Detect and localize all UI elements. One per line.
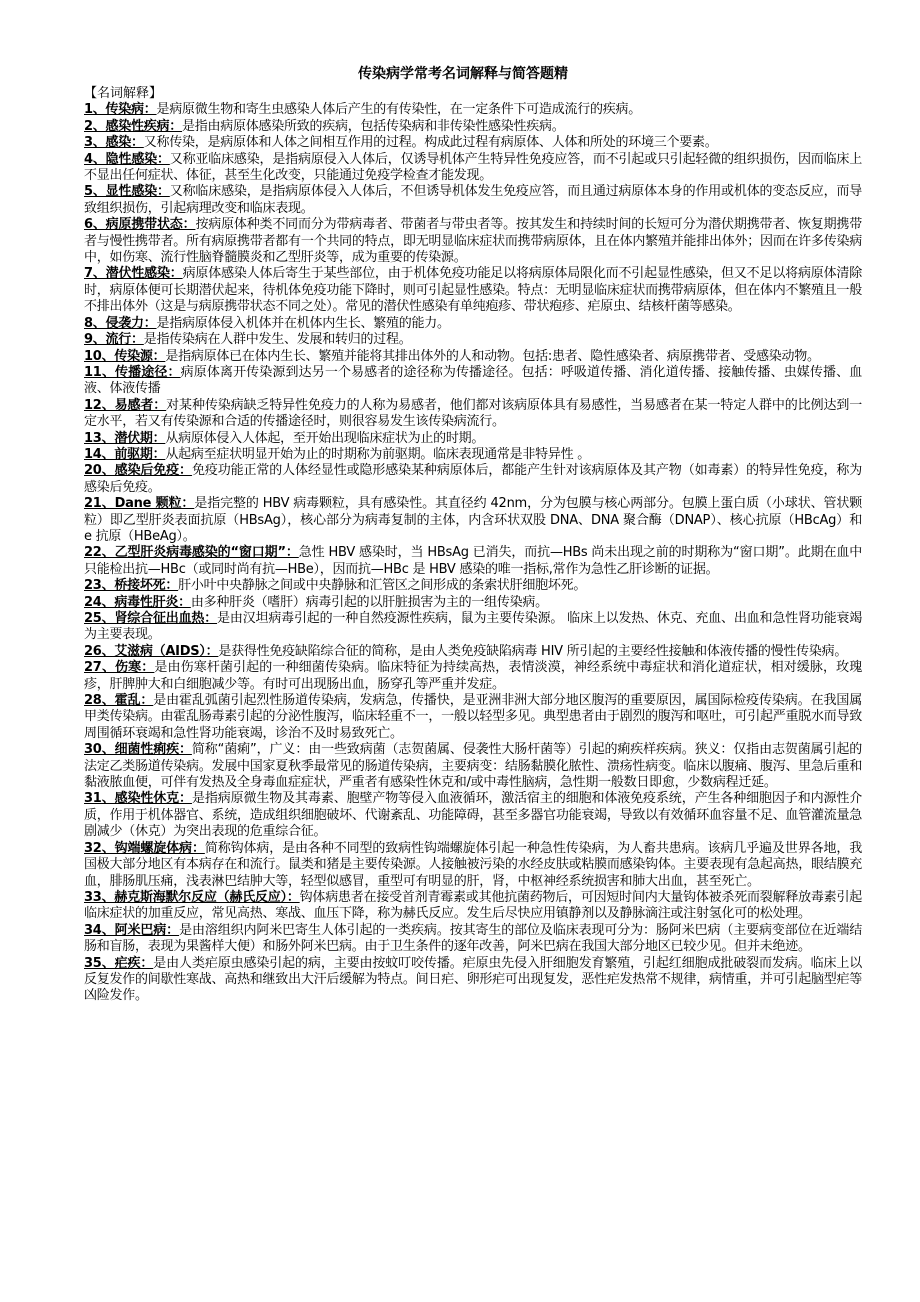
definition-entry xyxy=(84,956,862,1005)
definition-text: 是指病原体已在体内生长、繁殖并能将其排出体外的人和动物。包括:患者、隐性感染者、病原携带者、受感染动物。 xyxy=(165,348,820,364)
definition-entry xyxy=(84,152,862,185)
definition-text: 按病原体种类不同而分为带病毒者、带菌者与带虫者等。按其发生和持续时间的长短可分为潜伏期携带者、恢复期携带者与慢性携带者。所有病原携带者都有一个共同的特点，即无明显临床症状而携带病原体，且在体内繁殖并能排出体外；因而在许多传染病中，如伤寒、流行性脑脊髓膜炎和乙型肝炎等，成为重要的传染源。 xyxy=(84,217,862,266)
definition-text: 肝小叶中央静脉之间或中央静脉和汇管区之间形成的条索状肝细胞坏死。 xyxy=(178,578,587,594)
definition-term: 14、前驱期： xyxy=(84,446,166,462)
definition-text: 病原体感染人体后寄生于某些部位，由于机体免疫功能足以将病原体局限化而不引起显性感染，但又不足以将病原体清除时，病原体便可长期潜伏起来，待机体免疫功能下降时，则可引起显性感染。特点：无明显临床症状而携带病原体，但在体内不繁殖且一般不排出体外（这是与病原携带状态不同之处）。常见的潜伏性感染有单纯疱疹、带状疱疹、疟原虫、结核杆菌等感染。 xyxy=(84,266,862,315)
definition-text: 简称“菌痢”，广义：由一些致病菌（志贺菌属、侵袭性大肠杆菌等）引起的痢疾样疾病。狭义：仅指由志贺菌属引起的法定乙类肠道传染病。发展中国家夏秋季最常见的肠道传染病，主要病变：结肠黏膜化脓性、溃疡性病变。临床以腹痛、腹泻、里急后重和黏液脓血便，可伴有发热及全身毒血症症状，严重者有感染性休克和/或中毒性脑病，急性期一般数日即愈，少数病程迁延。 xyxy=(84,742,862,791)
definition-entry xyxy=(84,332,862,348)
definition-term: 34、阿米巴病： xyxy=(84,922,180,938)
definition-term: 21、Dane 颗粒： xyxy=(84,496,195,512)
definition-text: 是获得性免疫缺陷综合征的简称，是由人类免疫缺陷病毒 HIV 所引起的主要经性接触和体液传播的慢性传染病。 xyxy=(218,643,848,659)
definition-term: 11、传播途径： xyxy=(84,364,181,380)
definition-text: 从病原体侵入人体起，至开始出现临床症状为止的时期。 xyxy=(165,430,485,446)
definition-text: 病原体离开传染源到达另一个易感者的途径称为传播途径。包括：呼吸道传播、消化道传播、接触传播、虫媒传播、血液、体液传播 xyxy=(84,364,862,397)
definition-entry xyxy=(84,217,862,266)
definition-entry xyxy=(84,102,862,118)
definition-entry xyxy=(84,184,862,217)
definition-term: 9、流行： xyxy=(84,332,144,348)
definition-entry xyxy=(84,349,862,365)
definition-entry xyxy=(84,660,862,693)
definition-entry xyxy=(84,463,862,496)
definition-text: 是由汉坦病毒引起的一种自然疫源性疾病，鼠为主要传染源。 临床上以发热、休克、充血、出血和急性肾功能衰竭为主要表现。 xyxy=(84,611,863,643)
definition-term: 4、隐性感染： xyxy=(84,151,170,167)
definition-entry xyxy=(84,742,862,791)
definition-text: 免疫功能正常的人体经显性或隐形感染某种病原体后，都能产生针对该病原体及其产物（如毒素）的特异性免疫，称为感染后免疫。 xyxy=(84,463,862,495)
definition-term: 27、伤寒： xyxy=(84,660,155,676)
definition-text: 急性 HBV 感染时，当 HBsAg 已消失，而抗—HBs 尚未出现之前的时期称为“窗口期”。此期在血中只能检出抗—HBc（或同时尚有抗—HBe），因而抗—HBc 是 HBV 感染的唯一指标,常作为急性乙肝诊断的证据。 xyxy=(84,545,862,577)
definition-entry xyxy=(84,398,862,431)
definition-entry xyxy=(84,365,862,398)
definition-text: 对某种传染病缺乏特异性免疫力的人称为易感者，他们都对该病原体具有易感性，当易感者在某一特定人群中的比例达到一定水平，若又有传染源和合适的传播途径时，则很容易发生该传染病流行。 xyxy=(84,397,862,430)
definition-text: 钩体病患者在接受首剂青霉素或其他抗菌药物后，可因短时间内大量钩体被杀死而裂解释放毒素引起临床症状的加重反应，常见高热、寒战、血压下降，称为赫氏反应。发生后尽快应用镇静剂以及静脉滴注或注射氢化可的松处理。 xyxy=(84,889,862,922)
definition-entry xyxy=(84,611,862,644)
definition-entry xyxy=(84,890,862,923)
definition-entry xyxy=(84,266,862,315)
definition-term: 7、潜伏性感染： xyxy=(84,266,183,282)
definition-entry xyxy=(84,578,862,594)
definition-entry xyxy=(84,431,862,447)
definition-term: 31、感染性休克： xyxy=(84,791,192,807)
definition-text: 是指病原体侵入机体并在机体内生长、繁殖的能力。 xyxy=(156,315,450,331)
definition-term: 5、显性感染： xyxy=(84,184,170,200)
definition-entry xyxy=(84,595,862,611)
definition-term: 23、桥接坏死： xyxy=(84,578,179,594)
definition-list xyxy=(84,102,862,1004)
definition-text: 又称传染，是病原体和人体之间相互作用的过程。构成此过程有病原体、人体和所处的环境三个要素。 xyxy=(143,135,718,151)
definition-entry xyxy=(84,791,862,840)
definition-term: 12、易感者： xyxy=(84,397,167,413)
definition-text: 是病原微生物和寄生虫感染人体后产生的有传染性，在一定条件下可造成流行的疾病。 xyxy=(156,102,642,118)
definition-entry xyxy=(84,316,862,332)
definition-entry xyxy=(84,496,862,545)
definition-term: 32、钩端螺旋体病： xyxy=(84,840,205,856)
definition-text: 是指传染病在人群中发生、发展和转归的过程。 xyxy=(143,332,412,348)
definition-entry xyxy=(84,447,862,463)
definition-text: 简称钩体病，是由各种不同型的致病性钩端螺旋体引起一种急性传染病，为人畜共患病。该病几乎遍及世界各地，我国极大部分地区有本病存在和流行。鼠类和猪是主要传染源。人接触被污染的水经皮肤或粘膜而感染钩体。主要表现有急起高热，眼结膜充血，腓肠肌压痛，浅表淋巴结肿大等，轻型似感冒，重型可有明显的肝，肾，中枢神经系统损害和肺大出血，甚至死亡。 xyxy=(84,840,862,889)
definition-term: 13、潜伏期： xyxy=(84,430,166,446)
definition-term: 6、病原携带状态： xyxy=(84,217,196,233)
definition-term: 3、感染： xyxy=(84,135,144,151)
section-header: 【名词解释】 xyxy=(84,86,163,101)
definition-entry xyxy=(84,545,862,578)
definition-entry xyxy=(84,693,862,742)
definition-term: 30、细菌性痢疾： xyxy=(84,742,192,758)
definition-term: 25、肾综合征出血热： xyxy=(84,611,218,626)
definition-term: 1、传染病： xyxy=(84,102,157,118)
definition-term: 24、病毒性肝炎： xyxy=(84,594,191,610)
definition-text: 又称亚临床感染，是指病原侵入人体后，仅诱导机体产生特异性免疫应答，而不引起或只引起轻微的组织损伤，因而临床上不显出任何症状、体征，甚至生化改变，只能通过免疫学检查才能发现。 xyxy=(84,151,862,184)
definition-term: 35、疟疾： xyxy=(84,955,154,971)
definition-text: 是由溶组织内阿米巴寄生人体引起的一类疾病。按其寄生的部位及临床表现可分为：肠阿米巴病（主要病变部位在近端结肠和盲肠，表现为果酱样大便）和肠外阿米巴病。由于卫生条件的逐年改善，阿米巴病在我国大部分地区已较少见。但并未绝迹。 xyxy=(84,922,862,955)
definition-text: 是指病原微生物及其毒素、胞壁产物等侵入血液循环，激活宿主的细胞和体液免疫系统，产生各种细胞因子和内源性介质，作用于机体器官、系统，造成组织细胞破坏、代谢紊乱、功能障碍，甚至多器官功能衰竭，导致以有效循环血容量不足、血管灌流量急剧减少（休克）为突出表现的危重综合征。 xyxy=(84,791,862,840)
definition-text: 又称临床感染，是指病原体侵入人体后，不但诱导机体发生免疫应答，而且通过病原体本身的作用或机体的变态反应，而导致组织损伤，引起病理改变和临床表现。 xyxy=(84,184,862,216)
definition-entry xyxy=(84,841,862,890)
definition-entry xyxy=(84,135,862,151)
definition-term: 26、艾滋病（AIDS）： xyxy=(84,643,219,659)
definition-entry xyxy=(84,644,862,660)
definition-term: 8、侵袭力： xyxy=(84,315,157,331)
definition-term: 10、传染源： xyxy=(84,348,166,364)
definition-text: 是指完整的 HBV 病毒颗粒，具有感染性。其直径约 42nm，分为包膜与核心两部分。包膜上蛋白质（小球状、管状颗粒）即乙型肝炎表面抗原（HBsAg），核心部分为病毒复制的主体，内含环状双股 DNA、DNA 聚合酶（DNAP）、核心抗原（HBcAg）和 e 抗原（HBeAg）。 xyxy=(84,496,862,544)
definition-text: 由多种肝炎（嗜肝）病毒引起的以肝脏损害为主的一组传染病。 xyxy=(190,594,548,610)
definition-term: 20、感染后免疫： xyxy=(84,463,192,479)
definition-term: 2、感染性疾病： xyxy=(84,118,183,134)
definition-text: 是由人类疟原虫感染引起的病，主要由按蚊叮咬传播。疟原虫先侵入肝细胞发育繁殖，引起红细胞成批破裂而发病。临床上以反复发作的间歇性寒战、高热和继致出大汗后缓解为特点。间日疟、卵形疟可出现复发，恶性疟发热常不规律，病情重，并可引起脑型疟等凶险发作。 xyxy=(84,955,862,1004)
definition-entry xyxy=(84,119,862,135)
definition-text: 是由伤寒杆菌引起的一种细菌传染病。临床特征为持续高热，表情淡漠，神经系统中毒症状和消化道症状，相对缓脉，玫瑰疹，肝脾肿大和白细胞减少等。有时可出现肠出血，肠穿孔等严重并发症。 xyxy=(84,660,862,692)
definition-term: 22、乙型肝炎病毒感染的“窗口期”： xyxy=(84,545,299,561)
definition-term: 33、赫克斯海默尔反应（赫氏反应）： xyxy=(84,889,300,905)
definition-entry xyxy=(84,923,862,956)
definition-text: 是指由病原体感染所致的疾病，包括传染病和非传染性感染性疾病。 xyxy=(182,118,565,134)
definition-text: 从起病至症状明显开始为止的时期称为前驱期。临床表现通常是非特异性 。 xyxy=(165,446,590,462)
definition-text: 是由霍乱弧菌引起烈性肠道传染病，发病急，传播快，是亚洲非洲大部分地区腹泻的重要原因，属国际检疫传染病。在我国属甲类传染病。由霍乱肠毒素引起的分泌性腹泻，临床轻重不一，一般以轻型多见。典型患者由于剧烈的腹泻和呕吐，可引起严重脱水而导致周围循环衰竭和急性肾功能衰竭，诊治不及时易致死亡。 xyxy=(84,693,862,741)
definition-term: 28、霍乱： xyxy=(84,693,154,709)
document-title: 传染病学常考名词解释与简答题精 xyxy=(358,66,568,82)
